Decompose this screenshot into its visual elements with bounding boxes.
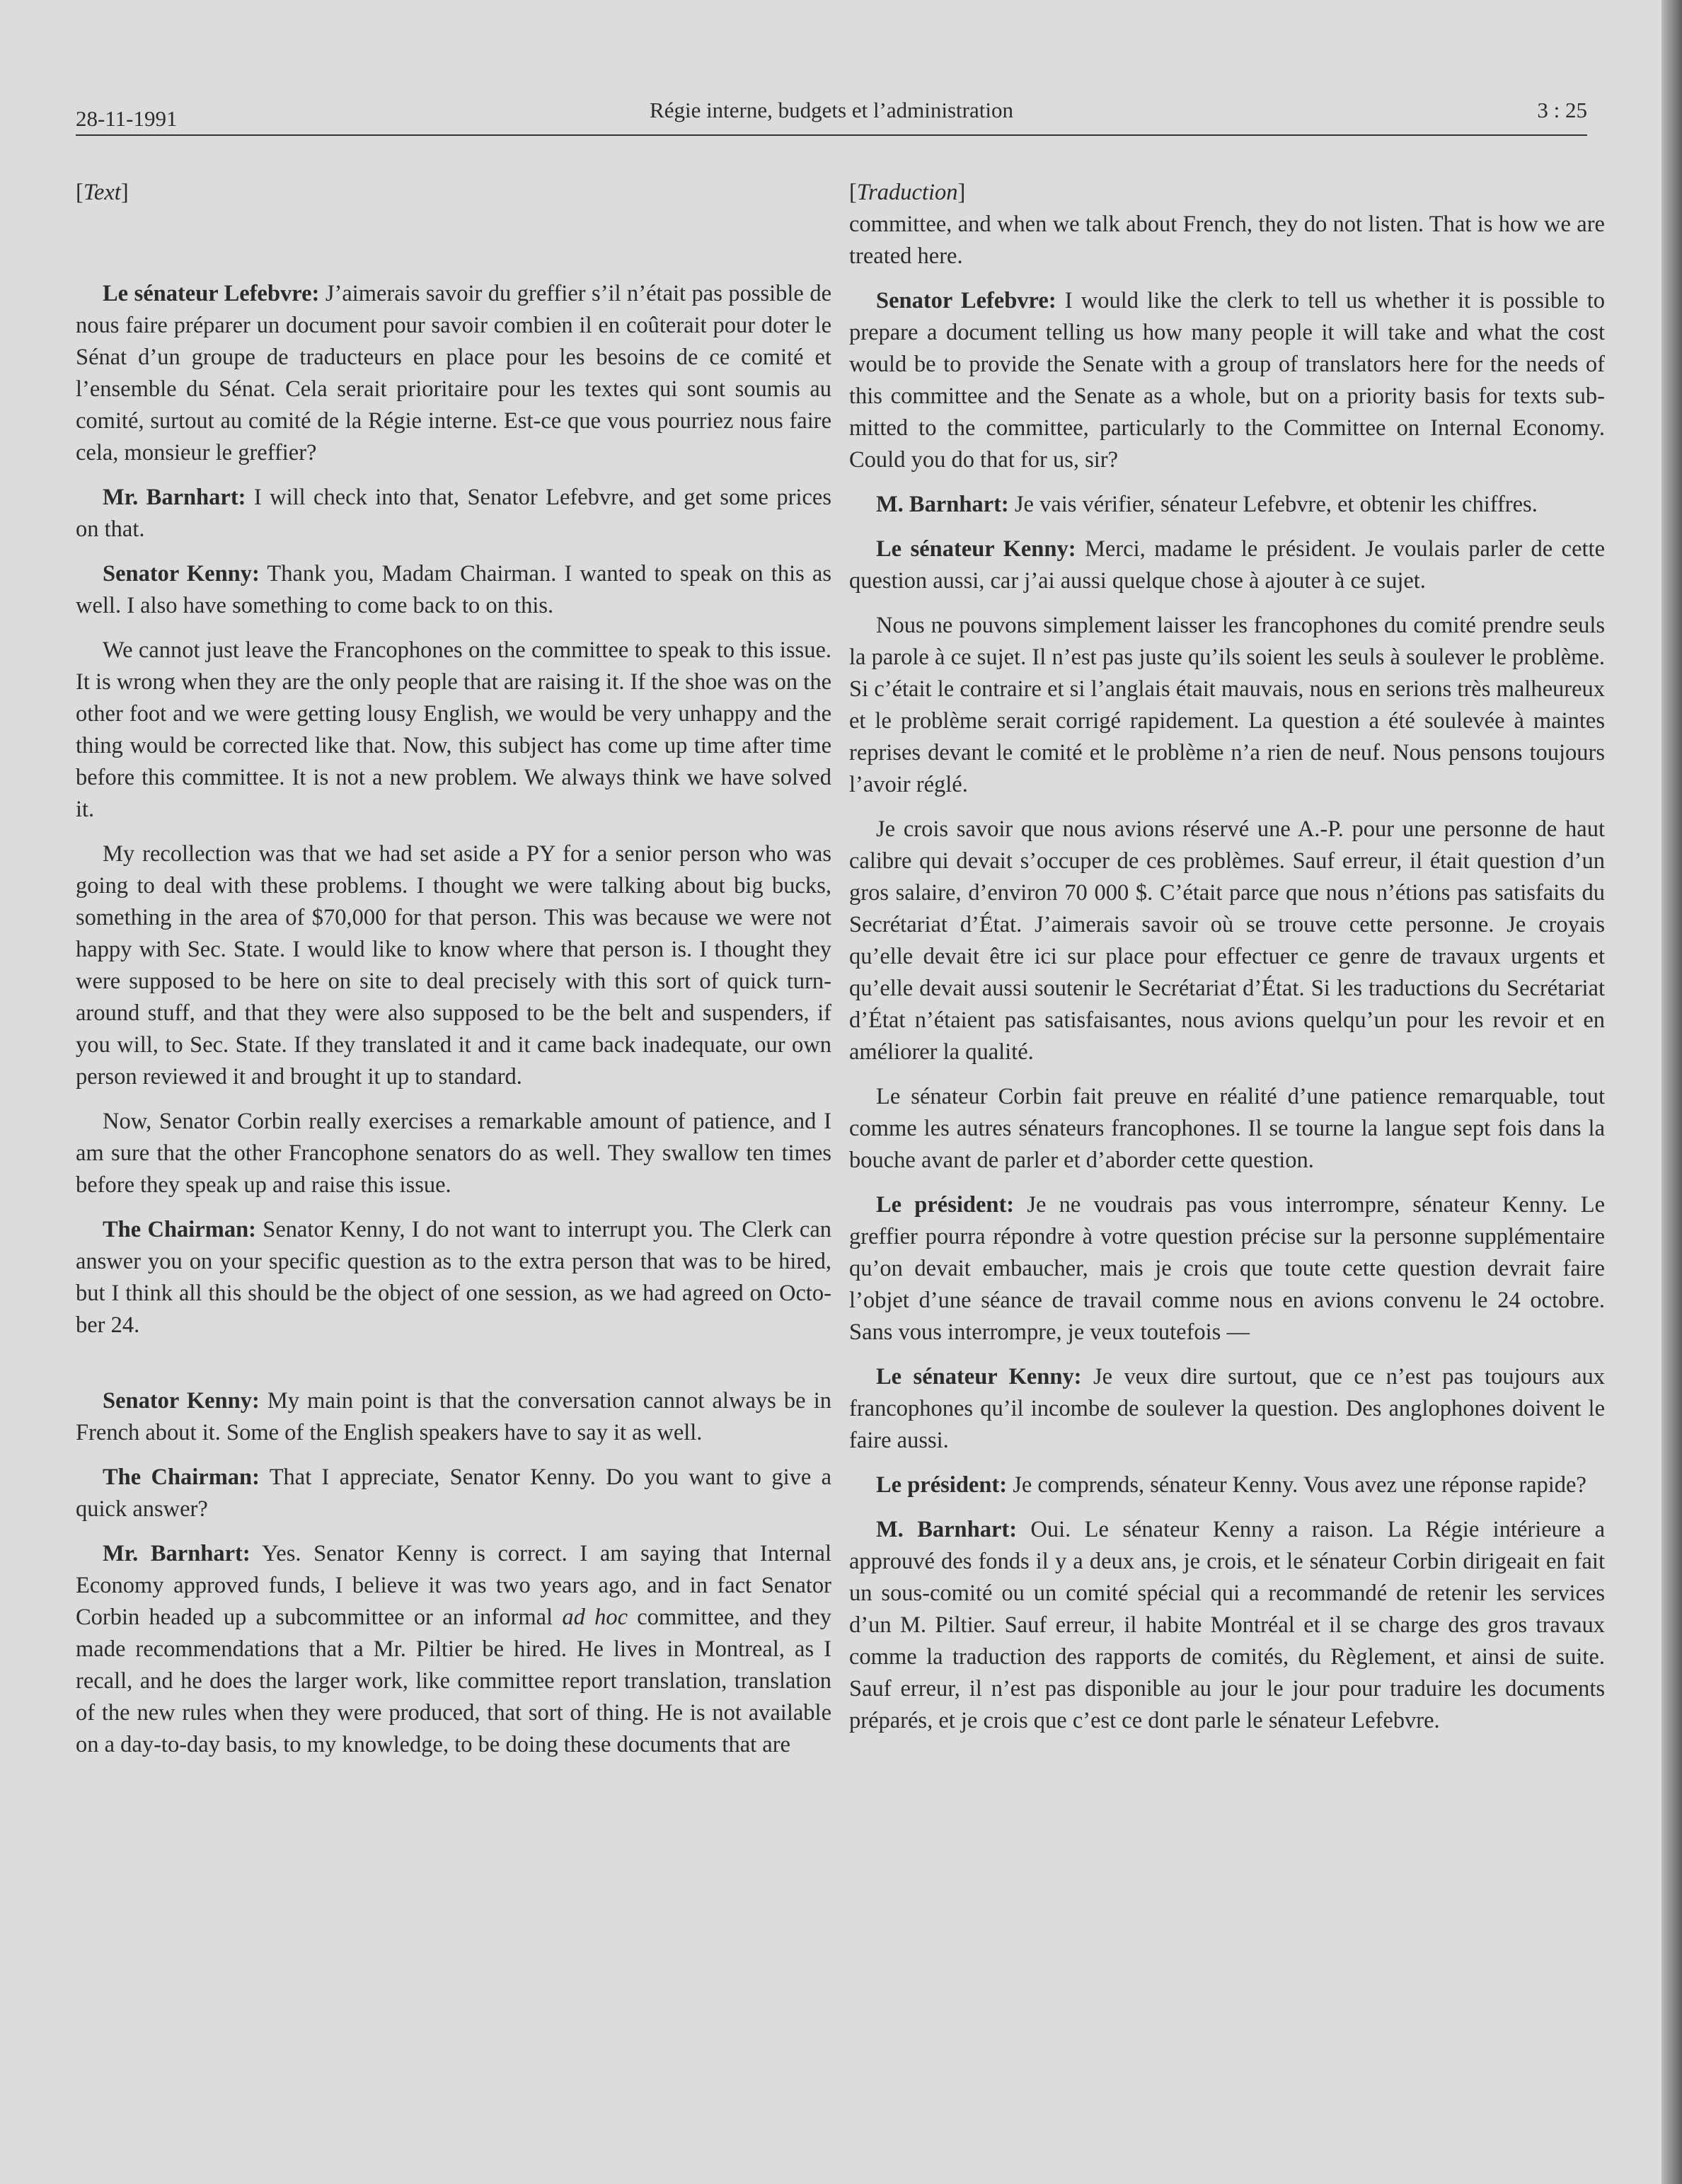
speaker-name: The Chairman:: [103, 1217, 256, 1242]
paragraph-text: Senator Kenny, I do not want to interrupt you. The Clerk can answer you on your specific question as to the extra person that was to be hired, but I think all this should be the object of one session, as we had agreed on October 24.: [76, 1217, 831, 1338]
header-title: Régie interne, budgets et l’administration: [650, 98, 1013, 122]
paragraph-text: Yes. Senator Kenny is correct. I am saying that Internal Economy approved funds, I believe it was two years ago, and in fact Senator Corbin headed up a subcommittee or an informal: [76, 1541, 831, 1630]
paragraph-text: My recollection was that we had set aside a PY for a senior person who was going to deal with these problems. I thought we were talking about big bucks, something in the area of $70,000 for that person. This was because we were not happy with Sec. State. I would like to know where that person is. I thought they were supposed to be here on site to deal precisely with this sort of quick turn-around stuff, and that they were also supposed to be the belt and suspenders, if you will, to Sec. State. If they translated it and it came back inadequate, our own person reviewed it and brought it up to standard.: [76, 841, 831, 1090]
right-column: [849, 177, 1605, 1750]
paragraph: [849, 285, 1605, 476]
paragraph: [76, 278, 831, 469]
speaker-name: Senator Kenny:: [103, 1388, 260, 1414]
header-page-number: 3 : 25: [1537, 98, 1587, 122]
paragraph-text: Je comprends, sénateur Kenny. Vous avez une réponse rapide?: [1007, 1472, 1586, 1498]
left-column: [76, 177, 831, 1774]
speaker-name: Le président:: [876, 1472, 1008, 1498]
page-edge-shadow: [1661, 0, 1682, 2184]
paragraph: [849, 209, 1605, 272]
paragraph-text: Je crois savoir que nous avions réservé une A.-P. pour une personne de haut calibre qui devait s’occuper de ces problèmes. Sauf erreur, il était question d’un gros salaire, d’environ 70 000 $. C’était parce que nous n’étions pas satisfaits du Secrétariat d’État. J’aimerais savoir où se trouve cette personne. Je croyais qu’elle devait être ici sur place pour effectuer ce genre de travaux urgents et qu’elle devait aussi soutenir le Secrétariat d’État. Si les traductions du Secrétariat d’État n’étaient pas satisfaisantes, nous avions quelqu’un pour les revoir et en améliorer la qualité.: [849, 816, 1605, 1065]
paragraph-text: I will check into that, Senator Lefebvre, and get some prices on that.: [76, 485, 831, 542]
paragraph-text: I would like the clerk to tell us whether it is possible to prepare a document telling us how many people it will take and what the cost would be to provide the Senate with a group of translators here for the needs of this committee and the Senate as a whole, but on a priority basis for texts submitted to the committee, particularly to the Committee on Internal Economy. Could you do that for us, sir?: [849, 288, 1606, 473]
paragraph: [849, 814, 1605, 1068]
paragraph-text: J’aimerais savoir du greffier s’il n’était pas possible de nous faire préparer un document pour savoir combien il en coûterait pour doter le Sénat d’un groupe de traducteurs en place pour les besoins de ce comité et l’ensemble du Sénat. Cela serait prioritaire pour les textes qui sont soumis au comité, surtout au comité de la Régie interne. Est-ce que vous pourriez nous faire cela, monsieur le greffier?: [76, 281, 832, 466]
speaker-name: Le président:: [876, 1192, 1015, 1218]
paragraph-text: Je ne voudrais pas vous interrompre, sénateur Kenny. Le greffier pourra répondre à votre question précise sur la personne supplémentaire qu’on devait embaucher, mais je crois que toute cette question devrait faire l’objet d’une séance de travail comme nous en avions convenu le 24 octobre. Sans vous interrompre, je veux toutefois —: [849, 1192, 1605, 1345]
paragraph-text: Je vais vérifier, sénateur Lefebvre, et obtenir les chiffres.: [1008, 492, 1538, 517]
paragraph: [76, 1214, 831, 1341]
paragraph: [76, 1106, 831, 1201]
paragraph-text: Je veux dire surtout, que ce n’est pas toujours aux francophones qu’il incombe de soulever la question. Des anglophones doivent le faire aussi.: [849, 1364, 1605, 1453]
paragraph: [849, 489, 1605, 521]
paragraph: [76, 1538, 831, 1761]
paragraph-text: Merci, madame le président. Je voulais parler de cette question aussi, car j’ai aussi quelque chose à ajouter à ce sujet.: [849, 536, 1605, 594]
paragraph: [76, 1462, 831, 1525]
paragraph: [76, 482, 831, 545]
paragraph-text: That I appreciate, Senator Kenny. Do you want to give a quick answer?: [76, 1464, 832, 1522]
paragraph-text: We cannot just leave the Francophones on the committee to speak to this issue. It is wrong when they are the only people that are raising it. If the shoe was on the other foot and we were getting lousy English, we would be very unhappy and the thing would be corrected like that. Now, this subject has come up time after time before this committee. It is not a new problem. We always think we have solved it.: [76, 637, 831, 822]
speaker-name: M. Barnhart:: [876, 1517, 1018, 1542]
paragraph: [76, 558, 831, 622]
paragraph-text: Nous ne pouvons simplement laisser les francophones du comité prendre seuls la parole à ce sujet. Il n’est pas juste qu’ils soient les seuls à soulever le problème. Si c’était le contraire et si l’anglais était mauvais, nous en serions très malheureux et le problème serait corrigé rapidement. La question a été soulevée à maintes reprises devant le comité et le problème n’a rien de neuf. Nous pensons toujours l’avoir réglé.: [849, 613, 1605, 797]
paragraph: [76, 1385, 831, 1449]
paragraph: [849, 1361, 1605, 1457]
paragraph: [849, 1469, 1605, 1501]
speaker-name: Mr. Barnhart:: [103, 1541, 250, 1566]
paragraph: [849, 533, 1605, 597]
speaker-name: Le sénateur Kenny:: [876, 1364, 1082, 1389]
speaker-name: Mr. Barnhart:: [103, 485, 246, 510]
italic-term: ad hoc: [562, 1605, 628, 1630]
speaker-name: Le sénateur Kenny:: [876, 536, 1076, 562]
paragraph-text: Thank you, Madam Chairman. I wanted to speak on this as well. I also have something to come back to on this.: [76, 561, 831, 618]
language-tag-traduction: [Traduction]: [849, 180, 966, 205]
running-header: [76, 98, 1587, 136]
paragraph-text: Oui. Le sénateur Kenny a raison. La Régie intérieure a approuvé des fonds il y a deux ans, je crois, et le sénateur Corbin dirigeait en fait un sous-comité ou un comité spécial qui a recommandé de retenir les services d’un M. Piltier. Sauf erreur, il habite Montréal et il se charge des gros travaux comme la traduction des rapports de comités, du Règlement, et ainsi de suite. Sauf erreur, il n’est pas disponible au jour le jour pour traduire les documents préparés, et je crois que c’est ce dont parle le sénateur Lefebvre.: [849, 1517, 1605, 1733]
language-tag-text: [Text]: [76, 180, 129, 205]
paragraph: [76, 635, 831, 826]
speaker-name: The Chairman:: [103, 1464, 260, 1490]
speaker-name: Le sénateur Lefebvre:: [103, 281, 320, 306]
speaker-name: Senator Lefebvre:: [876, 288, 1056, 313]
paragraph: [849, 1081, 1605, 1177]
speaker-name: M. Barnhart:: [876, 492, 1009, 517]
paragraph-text: committee, and when we talk about French, they do not listen. That is how we are treated here.: [849, 212, 1605, 269]
paragraph-text: My main point is that the conversation cannot always be in French about it. Some of the English speakers have to say it as well.: [76, 1388, 831, 1445]
paragraph-text: Le sénateur Corbin fait preuve en réalité d’une patience remarquable, tout comme les autres sénateurs francophones. Il se tourne la langue sept fois dans la bouche avant de parler et d’aborder cette question.: [849, 1084, 1605, 1173]
header-date: 28-11-1991: [76, 106, 178, 131]
paragraph: [849, 1514, 1605, 1737]
paragraph-text: Now, Senator Corbin really exercises a remarkable amount of patience, and I am sure that the other Francophone senators do as well. They swallow ten times before they speak up and raise this issue.: [76, 1109, 831, 1198]
paragraph: [849, 1189, 1605, 1348]
paragraph-text: committee, and they made recommendations that a Mr. Piltier be hired. He lives in Montreal, as I recall, and he does the larger work, like committee report translation, translation of the new rules when they were produced, that sort of thing. He is not available on a day-to-day basis, to my knowledge, to be doing these documents that are: [76, 1605, 831, 1757]
paragraph: [849, 610, 1605, 801]
paragraph: [76, 838, 831, 1093]
speaker-name: Senator Kenny:: [103, 561, 260, 587]
